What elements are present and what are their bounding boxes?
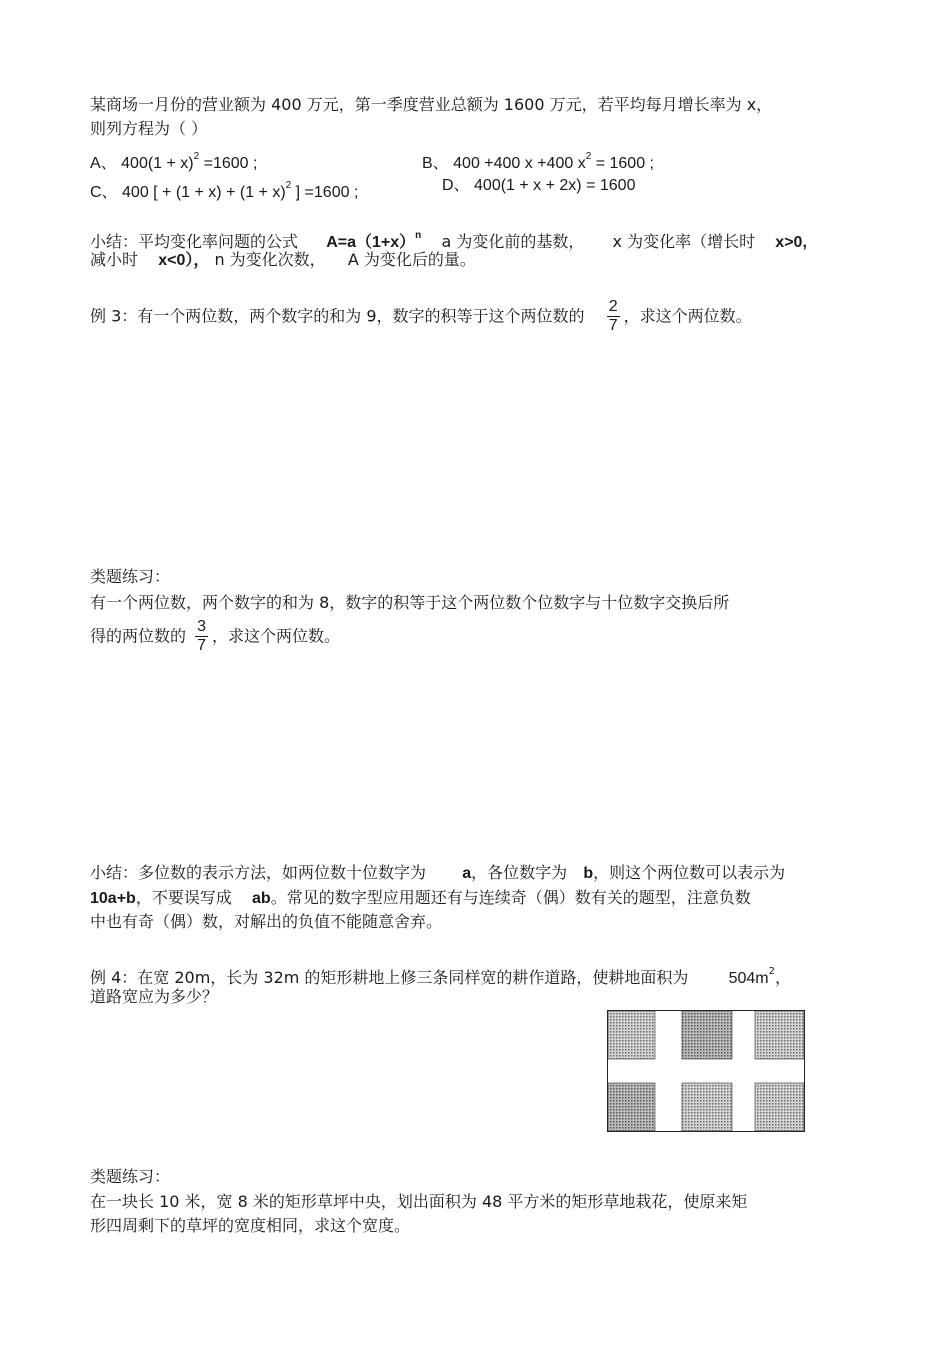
summary2-represent: ，则这个两位数可以表示为 xyxy=(593,863,786,882)
practice1-fraction xyxy=(195,618,208,655)
field-plot-top-left xyxy=(608,1011,655,1059)
option-a-expr: 400(1 + x) xyxy=(121,155,194,172)
option-b-exponent: 2 xyxy=(585,151,592,162)
summary2-expr: 10a+b xyxy=(90,890,136,907)
summary1-result: A 为变化后的量。 xyxy=(347,250,476,269)
example3-question: ，求这个两位数。 xyxy=(623,306,752,326)
example4-line2: 道路宽应为多少？ xyxy=(90,987,219,1006)
q1-stem-line1: 某商场一月份的营业额为 400 万元，第一季度营业总额为 1600 万元，若平均每月增长率为 x， xyxy=(90,95,773,114)
option-c-rhs: ] =1600 ; xyxy=(291,184,359,201)
summary2-wrong-expr: ab xyxy=(252,890,271,907)
practice1-text: 得的两位数的 xyxy=(90,626,187,646)
option-d-label: D、 xyxy=(442,177,470,194)
summary1-rate-negative: x<0）， xyxy=(158,252,210,269)
field-road-diagram xyxy=(607,1010,805,1132)
summary2-line1 xyxy=(90,862,785,885)
example3 xyxy=(90,298,752,335)
option-a-rhs: =1600 ; xyxy=(199,155,258,172)
summary1-rate-positive: x>0, xyxy=(775,234,807,251)
summary1-base: a 为变化前的基数， xyxy=(441,232,585,251)
summary1-decrease-label: 减小时 xyxy=(90,250,139,269)
summary2-intro: 小结：多位数的表示方法，如两位数十位数字为 xyxy=(90,863,427,882)
field-plot-top-right xyxy=(755,1011,804,1059)
summary2-var-b: b xyxy=(583,865,594,882)
field-plot-bottom-left xyxy=(608,1083,655,1131)
field-plot-bottom-right xyxy=(755,1083,804,1131)
option-a-label: A、 xyxy=(90,155,117,172)
summary1-line2 xyxy=(90,249,476,272)
example4-text: 例 4：在宽 20m，长为 32m 的矩形耕地上修三条同样宽的耕作道路，使耕地面积为 xyxy=(90,968,689,987)
example4-comma: ， xyxy=(775,968,792,987)
summary1-intro: 小结：平均变化率问题的公式 xyxy=(90,232,299,251)
field-plot-top-middle xyxy=(682,1011,732,1059)
example3-fraction-denominator: 7 xyxy=(608,317,618,334)
summary2-var-a: a xyxy=(462,865,472,882)
summary1-formula: A=a（1+x） xyxy=(326,234,416,251)
q1-option-b xyxy=(422,146,654,175)
practice2-line1: 在一块长 10 米，宽 8 米的矩形草坪中央，划出面积为 48 平方米的矩形草地栽花，使原来矩 xyxy=(90,1192,748,1211)
example3-fraction xyxy=(607,298,620,335)
option-b-rhs: = 1600 ; xyxy=(591,155,654,172)
summary2-line2 xyxy=(90,887,751,910)
practice2-line2: 形四周剩下的草坪的宽度相同，求这个宽度。 xyxy=(90,1216,411,1235)
example4-area-exponent: 2 xyxy=(768,966,776,977)
example3-text: 例 3：有一个两位数，两个数字的和为 9，数字的积等于这个两位数的 xyxy=(90,306,585,326)
practice1-fraction-denominator: 7 xyxy=(197,637,207,654)
q1-option-d xyxy=(442,175,635,197)
option-d-expr: 400(1 + x + 2x) = 1600 xyxy=(474,177,636,194)
summary1-formula-exponent: n xyxy=(415,230,422,241)
summary2-warning: ，不要误写成 xyxy=(135,888,232,907)
option-c-expr: 400 [ + (1 + x) + (1 + x) xyxy=(122,184,286,201)
example3-fraction-numerator: 2 xyxy=(608,298,618,315)
practice1-line1: 有一个两位数，两个数字的和为 8，数字的积等于这个两位数个位数字与十位数字交换后所 xyxy=(90,593,730,612)
option-a-exponent: 2 xyxy=(193,151,200,162)
field-plot-bottom-middle xyxy=(682,1083,732,1131)
option-c-exponent: 2 xyxy=(285,180,292,191)
summary1-times: n 为变化次数， xyxy=(214,250,326,269)
q1-option-a xyxy=(90,146,257,175)
summary2-line3: 中也有奇（偶）数，对解出的负值不能随意舍弃。 xyxy=(90,912,443,931)
option-b-label: B、 xyxy=(422,155,449,172)
practice1-line2 xyxy=(90,618,340,655)
example4-area: 504m xyxy=(728,970,769,987)
option-b-expr: 400 +400 x +400 x xyxy=(453,155,586,172)
summary2-units: ，各位数字为 xyxy=(471,863,568,882)
practice1-title: 类题练习： xyxy=(90,567,171,586)
q1-option-c xyxy=(90,175,358,204)
practice2-title: 类题练习： xyxy=(90,1167,171,1186)
option-c-label: C、 xyxy=(90,184,118,201)
summary2-note: 。常见的数字型应用题还有与连续奇（偶）数有关的题型，注意负数 xyxy=(270,888,751,907)
summary1-rate: x 为变化率（增长时 xyxy=(612,232,756,251)
practice1-fraction-numerator: 3 xyxy=(197,618,207,635)
practice1-question: ，求这个两位数。 xyxy=(212,626,341,646)
q1-stem-line2: 则列方程为（ ） xyxy=(90,119,208,138)
